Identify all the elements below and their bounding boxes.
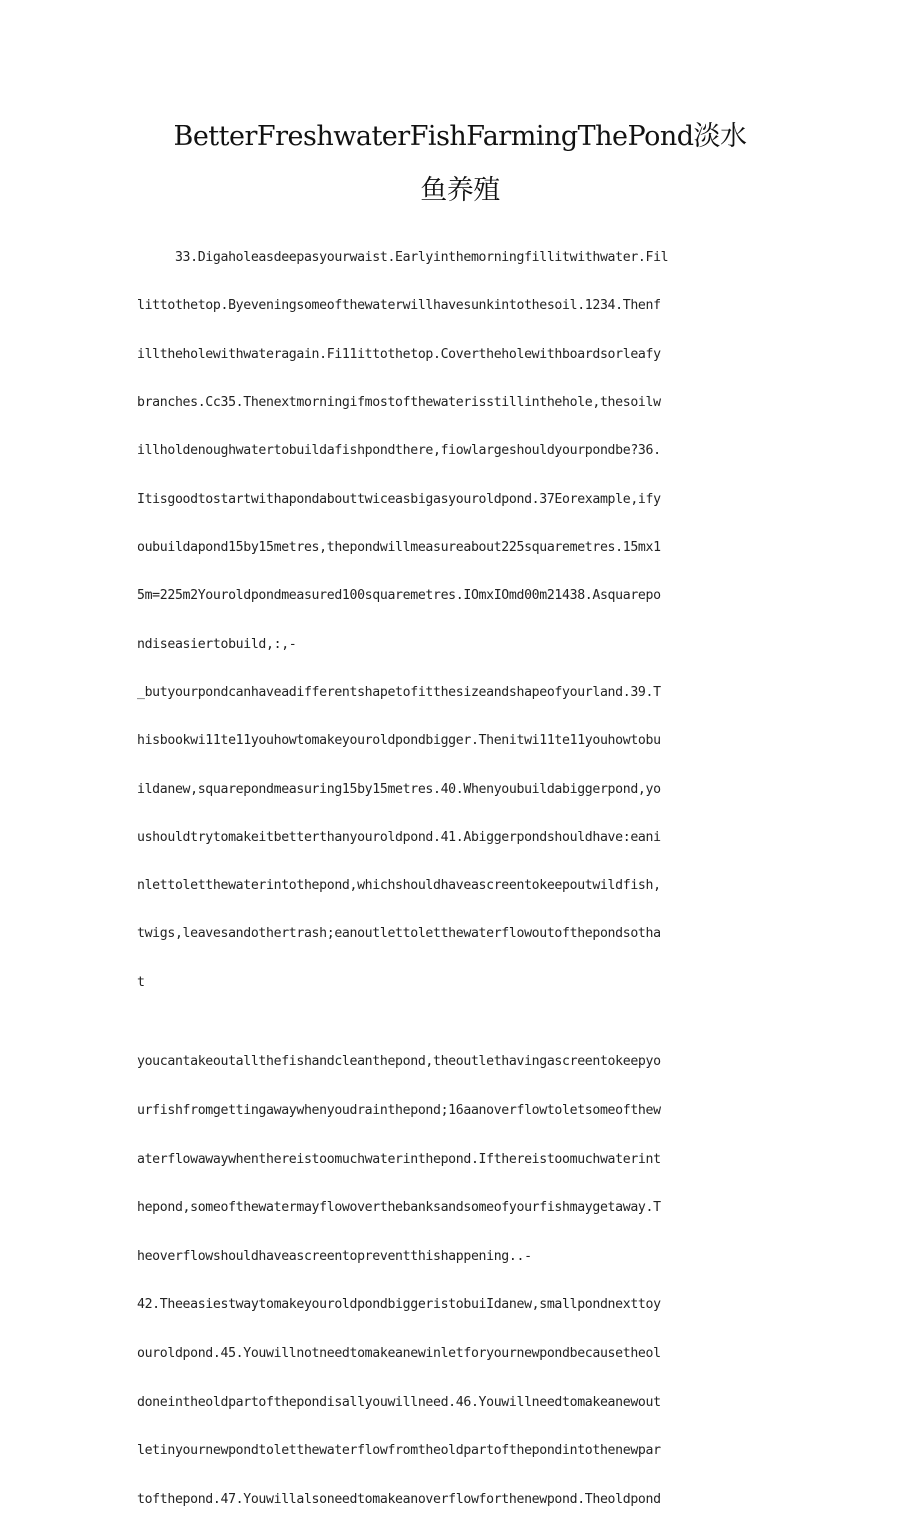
body-line-10: _butyourpondcanhaveadifferentshapetofitthesizeandshapeofyourland.39.T bbox=[137, 685, 661, 700]
body-line-13: ushouldtrytomakeitbetterthanyouroldpond.41.Abiggerpondshouldhave:eani bbox=[137, 830, 661, 845]
document-title-line-1: BetterFreshwaterFishFarmingThePond淡水 bbox=[173, 121, 747, 152]
body-line-15: twigs,leavesandothertrash;eanoutlettoletthewaterflowoutofthepondsotha bbox=[137, 926, 661, 941]
dense-paragraph bbox=[137, 1022, 661, 1540]
body-line-6: Itisgoodtostartwithapondabouttwiceasbigasyouroldpond.37Eorexample,ify bbox=[137, 492, 661, 507]
dense-line-8: doneintheoldpartofthepondisallyouwillneed.46.Youwillneedtomakeanewout bbox=[137, 1394, 661, 1410]
dense-line-10: tofthepond.47.Youwillalsoneedtomakeanoverflowforthenewpond.Theoldpond bbox=[137, 1491, 661, 1507]
dense-line-6: 42.TheeasiestwaytomakeyouroldpondbiggeristobuiIdanew,smallpondnexttoy bbox=[137, 1297, 661, 1313]
dense-line-1: youcantakeoutallthefishandcleanthepond,theoutlethavingascreentokeepyo bbox=[137, 1054, 661, 1070]
body-line-16: t bbox=[137, 975, 145, 990]
body-line-8: 5m=225m2Youroldpondmeasured100squaremetres.IOmxIOmd00m21438.Asquarepo bbox=[137, 588, 661, 603]
body-line-2: littothetop.Byeveningsomeofthewaterwillhavesunkintothesoil.1234.Thenf bbox=[137, 298, 661, 313]
dense-line-5: heoverflowshouldhaveascreentopreventthishappening..- bbox=[137, 1248, 532, 1264]
body-line-12: ildanew,squarepondmeasuring15by15metres.40.Whenyoubuildabiggerpond,yo bbox=[137, 782, 661, 797]
dense-line-4: hepond,someofthewatermayflowoverthebanksandsomeofyourfishmaygetaway.T bbox=[137, 1200, 661, 1216]
dense-line-3: aterflowawaywhenthereistoomuchwaterinthepond.Ifthereistoomuchwaterint bbox=[137, 1151, 661, 1167]
dense-line-7: ouroldpond.45.Youwillnotneedtomakeanewinletforyournewpondbecausetheol bbox=[137, 1345, 661, 1361]
body-line-14: nlettoletthewaterintothepond,whichshouldhaveascreentokeepoutwildfish, bbox=[137, 878, 661, 893]
body-line-9: ndiseasiertobuild,:,- bbox=[137, 637, 297, 652]
dense-line-2: urfishfromgettingawaywhenyoudrainthepond;16aanoverflowtoletsomeofthew bbox=[137, 1103, 661, 1118]
body-line-3: illtheholewithwateragain.Fi11ittothetop.Covertheholewithboardsorleafy bbox=[137, 347, 661, 362]
body-line-7: oubuildapond15by15metres,thepondwillmeasureabout225squaremetres.15mx1 bbox=[137, 540, 661, 555]
body-line-4: branches.Cc35.Thenextmorningifmostofthewaterisstillinthehole,thesoilw bbox=[137, 395, 661, 410]
body-line-11: hisbookwi11te11youhowtomakeyouroldpondbigger.Thenitwi11te11youhowtobu bbox=[137, 733, 661, 748]
body-line-1: 33.Digaholeasdeepasyourwaist.Earlyinthemorningfillitwithwater.Fil bbox=[137, 250, 669, 265]
document-title-line-2: 鱼养殖 bbox=[420, 175, 500, 206]
dense-line-9: letinyournewpondtoletthewaterflowfromtheoldpartofthepondintothenewpar bbox=[137, 1443, 661, 1459]
body-line-5: illholdenoughwatertobuildafishpondthere,fiowlargeshouldyourpondbe?36. bbox=[137, 443, 661, 458]
